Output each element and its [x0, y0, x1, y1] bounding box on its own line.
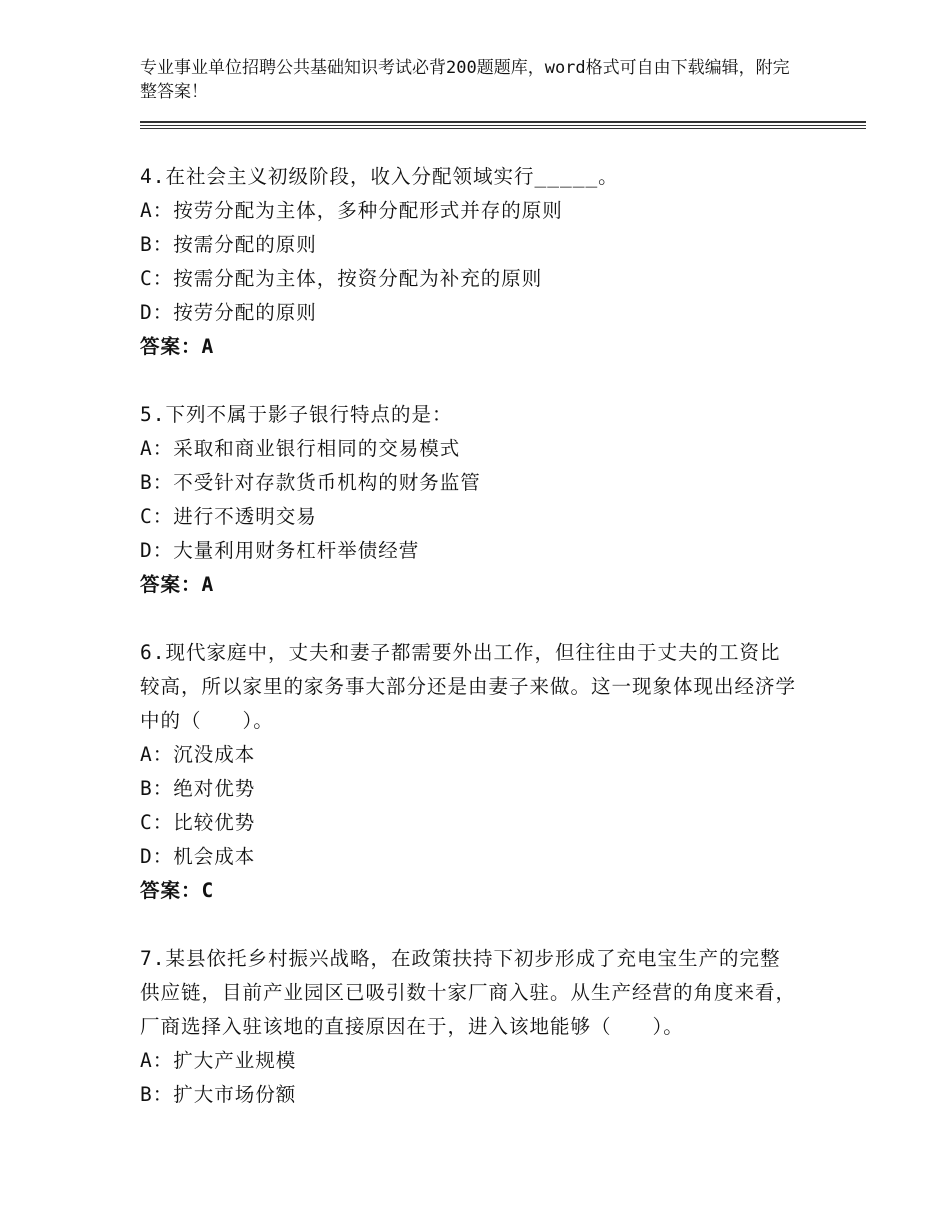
page-header: 专业事业单位招聘公共基础知识考试必背200题题库，word格式可自由下载编辑，附完整答案！	[140, 58, 790, 102]
option-b: B：绝对优势	[140, 777, 256, 800]
question-6	[140, 636, 800, 908]
option-c: C：进行不透明交易	[140, 505, 317, 528]
question-4	[140, 160, 800, 364]
header-divider	[140, 128, 866, 129]
option-c: C：比较优势	[140, 811, 256, 834]
option-b: B：不受针对存款货币机构的财务监管	[140, 471, 481, 494]
option-a: A：按劳分配为主体，多种分配形式并存的原则	[140, 199, 563, 222]
answer-label: 答案：C	[140, 879, 215, 902]
header-divider	[140, 121, 866, 123]
header-divider	[140, 125, 866, 126]
option-d: D：机会成本	[140, 845, 256, 868]
question-7	[140, 942, 800, 1112]
answer-label: 答案：A	[140, 335, 215, 358]
option-b: B：按需分配的原则	[140, 233, 317, 256]
question-stem: 5.下列不属于影子银行特点的是：	[140, 403, 453, 426]
option-c: C：按需分配为主体，按资分配为补充的原则	[140, 267, 543, 290]
question-list	[140, 160, 800, 1146]
question-5	[140, 398, 800, 602]
option-a: A：扩大产业规模	[140, 1049, 297, 1072]
question-stem: 6.现代家庭中，丈夫和妻子都需要外出工作，但往往由于丈夫的工资比较高，所以家里的家务事大部分还是由妻子来做。这一现象体现出经济学中的（ ）。	[140, 641, 797, 732]
option-d: D：按劳分配的原则	[140, 301, 317, 324]
question-stem: 4.在社会主义初级阶段，收入分配领域实行_____。	[140, 165, 619, 188]
option-b: B：扩大市场份额	[140, 1083, 297, 1106]
option-d: D：大量利用财务杠杆举债经营	[140, 539, 420, 562]
answer-label: 答案：A	[140, 573, 215, 596]
option-a: A：采取和商业银行相同的交易模式	[140, 437, 461, 460]
option-a: A：沉没成本	[140, 743, 256, 766]
question-stem: 7.某县依托乡村振兴战略，在政策扶持下初步形成了充电宝生产的完整供应链，目前产业园区已吸引数十家厂商入驻。从生产经营的角度来看，厂商选择入驻该地的直接原因在于，进入该地能够（ ）。	[140, 947, 797, 1038]
